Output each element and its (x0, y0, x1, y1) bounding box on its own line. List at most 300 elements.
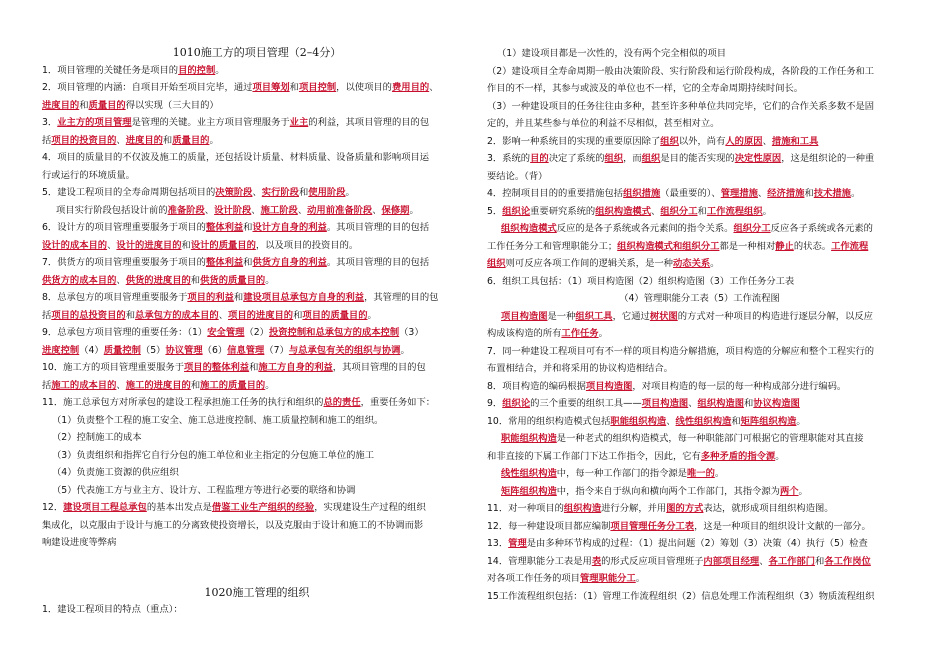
text-line (487, 535, 912, 553)
text-span: 和 (744, 398, 754, 409)
key-term: 建设项目工程总承包 (63, 502, 147, 513)
key-term: 设计的进度目的 (116, 239, 182, 251)
text-span: 、 (297, 204, 308, 216)
text-span: 2．影响一种系统目的实现的重要原因除了 (487, 135, 661, 147)
text-line (487, 203, 912, 221)
text-span: 的基本出发点是 (146, 502, 212, 513)
text-line (487, 483, 912, 501)
text-span: 、 (762, 135, 772, 147)
text-span: 。 (710, 258, 720, 269)
key-term: 组织 (660, 135, 679, 147)
text-span: 和 (804, 188, 814, 199)
key-term: 投资控制和总承包方的成本控制 (268, 327, 400, 338)
key-term: 建设项目总承包方自身的利益 (243, 292, 365, 303)
key-term: 工作流程组织 (706, 205, 763, 217)
key-term: 图的方式 (666, 503, 704, 514)
text-span: 是管理的关键。业主方项目管理服务于 (131, 117, 290, 128)
text-line (487, 378, 912, 396)
key-term: 工作任务 (561, 328, 599, 339)
text-span: （最重要的）、 (660, 188, 721, 199)
text-line (42, 114, 472, 132)
key-term: 决策阶段 (215, 187, 253, 198)
key-term: 组织构造模式 (595, 205, 652, 217)
key-term: 实行阶段 (261, 187, 299, 198)
text-line (487, 290, 912, 308)
key-term: 组织 (641, 153, 661, 164)
text-span: 13． (487, 538, 509, 549)
text-span: 、 (688, 398, 698, 409)
text-span: （2）控制施工的成本 (52, 432, 142, 443)
key-term: 内部项目经理 (703, 555, 760, 567)
text-line (42, 394, 472, 412)
text-line (487, 220, 912, 238)
key-term: 管理职能分工 (579, 573, 636, 584)
text-span: 、 (666, 415, 676, 427)
text-span: 是一种 (547, 310, 576, 322)
text-line (487, 465, 912, 483)
key-term: 与总承包有关的组织与协调 (288, 344, 401, 356)
key-term: 设计的质量目的 (190, 239, 256, 251)
text-span: 的状态。 (793, 240, 832, 252)
text-line (42, 167, 472, 185)
key-term: 动用前准备阶段 (307, 204, 373, 216)
key-term: 供货的质量目的 (200, 274, 266, 286)
text-span: （2）建设项目全寿命周期一般由决策阶段、实行阶段和运行阶段构成，各阶段的工作任务和工 (487, 65, 875, 77)
key-term: 费用目的 (391, 82, 430, 93)
text-span: （1）建设项目都是一次性的，没有两个完全相似的项目 (497, 48, 727, 59)
key-term: 项目控制 (298, 82, 337, 93)
text-line (42, 517, 472, 535)
key-term: 矩阵组织构造 (740, 415, 797, 427)
text-span: ，这是组织论的一种重 (781, 153, 875, 164)
text-span: 和 (181, 239, 191, 251)
text-span: 7．供货方的项目管理重要服务于项目的 (42, 257, 206, 268)
text-line (487, 80, 912, 98)
text-span: 重要研究系统的 (530, 205, 596, 217)
key-term: 施工的质量目的 (200, 379, 266, 391)
key-term: 组织 (604, 153, 624, 164)
text-span: 、 (218, 309, 229, 321)
text-span: 。 (409, 204, 419, 216)
key-term: 准备阶段 (167, 204, 205, 216)
key-term: 组织论 (502, 398, 531, 409)
text-span: 。 (265, 274, 275, 286)
key-term: 项目的总投资目的 (51, 309, 126, 321)
text-span: 行或运行的环境质量。 (42, 169, 135, 181)
text-span: 的三个重要的组织工具—— (530, 398, 642, 409)
text-line (487, 273, 912, 291)
text-line (487, 45, 912, 63)
text-span: 、 (757, 188, 768, 199)
key-term: 协议管理 (165, 344, 203, 356)
text-line (42, 132, 472, 150)
text-span: ，实现建设生产过程的组织 (314, 502, 426, 513)
key-term: 决定性原因 (734, 153, 782, 164)
text-line (487, 238, 912, 256)
text-span: 和 (125, 309, 136, 321)
key-term: 项目筹划 (252, 82, 290, 93)
text-span: 7．同一种建设工程项目可有不一样的项目构造分解措施，项目构造的分解应和整个工程实行的 (487, 345, 875, 357)
text-line (42, 97, 472, 115)
text-span: （5）代表施工方与业主方、设计方、工程监理方等进行必要的联络和协调 (52, 484, 356, 496)
text-span: 5．建设工程项目的全寿命周期包括项目的 (42, 187, 216, 198)
text-span: 反应的是各子系统或各元素间的指令关系。 (556, 223, 734, 234)
key-term: 保修期 (381, 204, 410, 216)
key-term: 职能组织构造 (501, 433, 557, 444)
text-span: （4）负责施工资源的供应组织 (52, 467, 179, 478)
key-term: 项目的进度目的 (228, 309, 294, 321)
text-span: 、 (116, 379, 126, 391)
text-line (42, 412, 472, 430)
text-span: 、 (651, 205, 661, 217)
text-span: 6．设计方的项目管理重要服务于项目的 (42, 222, 206, 233)
text-span: 都是一种相对 (719, 240, 776, 252)
text-line (487, 395, 912, 413)
text-span: 。 (714, 468, 725, 479)
text-line (42, 499, 472, 517)
key-term: 设计的成本目的 (42, 239, 108, 251)
text-span: 中，每一种工作部门的指令源是 (556, 468, 687, 479)
text-line (42, 324, 472, 342)
text-span: 。 (598, 328, 608, 339)
text-span: 。其项目管理的目的包括 (326, 222, 430, 233)
key-term: 信息管理 (227, 344, 265, 356)
text-span: 2．项目管理的内涵：自项目开始至项目完毕，通过 (42, 82, 253, 93)
left-lines (42, 62, 472, 552)
text-span: 8．项目构造的编码根据 (487, 380, 586, 392)
key-term: 人的原因 (725, 135, 763, 147)
text-line (42, 272, 472, 290)
text-span: 、 (251, 204, 261, 216)
text-line (487, 500, 912, 518)
key-term: 项目的投资目的 (51, 134, 117, 146)
key-term: 组织构造 (563, 503, 602, 514)
text-span: 。其项目管理的目的包括 (326, 257, 430, 268)
key-term: 总的责任 (323, 397, 361, 408)
key-term: 组织构造模式 (501, 223, 557, 234)
key-term: 组织构造模式和组织分工 (617, 240, 720, 252)
text-span: 括 (42, 379, 52, 391)
text-line (42, 184, 472, 202)
text-line (42, 289, 472, 307)
text-span: 得以实现（三大目的） (125, 99, 219, 111)
text-span: 12．每一种建设项目都应编制 (487, 520, 611, 532)
text-span: 和 (298, 187, 309, 198)
text-span: 11．施工总承包方对所承包的建设工程承担施工任务的执行和组织的 (42, 397, 324, 408)
text-line (42, 79, 472, 97)
text-span: 、 (252, 187, 262, 198)
key-term: 矩阵组织构造 (501, 485, 557, 497)
text-span: （1）负责整个工程的施工安全、施工总进度控制、施工质量控制和施工的组织。 (52, 414, 384, 426)
text-span: 以外，尚有 (678, 135, 726, 147)
text-span: （4） (79, 344, 104, 356)
key-term: 技术措施 (813, 188, 851, 199)
text-line (487, 448, 912, 466)
text-line (42, 254, 472, 272)
text-line (42, 219, 472, 237)
left-last-line (42, 601, 472, 619)
text-span: ，其项目管理的目的包 (332, 362, 426, 373)
key-term: 整体利益 (205, 257, 244, 268)
text-span: 和非直接的下属工作部门下达工作指令，因此，它有 (487, 450, 701, 462)
text-span: （3）负责组织和指挥它自行分包的施工单位和业主指定的分包施工单位的施工 (52, 449, 375, 461)
text-span: 、 (759, 555, 769, 567)
key-term: 各工作部门 (768, 555, 816, 567)
text-span: 和 (79, 99, 89, 111)
key-term: 总承包方的成本目的 (135, 309, 219, 321)
key-term: 质量目的 (88, 99, 126, 111)
text-line (487, 150, 912, 168)
key-term: 表 (591, 555, 602, 567)
text-span: 和 (697, 205, 707, 217)
text-line (42, 237, 472, 255)
text-line (487, 133, 912, 151)
text-line (487, 518, 912, 536)
text-span: 、 (429, 82, 439, 93)
key-term: 项目的整体利益 (184, 362, 250, 373)
text-span: （6） (202, 344, 228, 356)
text-line (487, 255, 912, 273)
key-term: 线性组织构造 (675, 415, 732, 427)
text-span: 和 (190, 274, 201, 286)
key-term: 整体利益 (205, 222, 244, 233)
key-term: 工作流程 (831, 240, 869, 252)
key-term: 项目的质量目的 (302, 309, 368, 321)
text-span: 12． (42, 502, 64, 513)
key-term: 组织构造图 (697, 398, 745, 409)
text-span: 中，指令来自于纵向和横向两个工作部门，其指令源为 (556, 485, 780, 497)
text-span: 和 (243, 257, 253, 268)
key-term: 施工的进度目的 (125, 379, 191, 391)
text-span: ，其管理的目的包 (364, 292, 439, 303)
key-term: 项目构造图 (641, 398, 689, 409)
text-span: 对各项工作任务的项目 (487, 573, 580, 584)
text-span: 9．总承包方项目管理的重要任务：（1） (42, 327, 208, 338)
key-term: 职能组织构造 (610, 415, 667, 427)
text-span: 。 (367, 309, 377, 321)
text-span: （3） (399, 327, 424, 338)
text-span: 。 (209, 134, 219, 146)
text-span: 的利益，其项目管理的目的包 (308, 117, 430, 128)
text-span: 、 (204, 204, 215, 216)
text-line (42, 601, 472, 619)
key-term: 项目的利益 (187, 292, 234, 303)
text-span: （2） (244, 327, 269, 338)
text-span: 、 (372, 204, 382, 216)
text-line (42, 534, 472, 552)
text-span: 的方式对一种项目的构造进行逐层分解，以反应 (677, 310, 873, 322)
left-column (42, 0, 472, 619)
key-term: 组织论 (502, 205, 531, 217)
text-span: 和 (233, 292, 244, 303)
section-title-1020: 1020施工管理的组织 (204, 585, 310, 599)
text-span: ，以使项目的 (336, 82, 392, 93)
key-term: 管理措施 (720, 188, 758, 199)
text-span: 和 (243, 222, 253, 233)
key-term: 项目管理任务分工表 (610, 520, 695, 532)
key-term: 进度目的 (125, 134, 163, 146)
key-term: 目的 (530, 153, 549, 164)
key-term: 业主方的项目管理 (57, 117, 132, 128)
text-span: 5． (487, 205, 503, 217)
text-line (487, 63, 912, 81)
text-span: 是目的能否实现的 (660, 153, 735, 164)
key-term: 协议构造图 (753, 398, 800, 409)
key-term: 供货方自身的利益 (252, 257, 327, 268)
text-line (42, 377, 472, 395)
text-span: 定的，并且某些参与单位的利益不尽相似，甚至相对立。 (487, 118, 720, 129)
text-line (487, 168, 912, 186)
text-span: 。 (850, 188, 861, 199)
text-span: （4）管理职能分工表（5）工作流程图 (619, 293, 780, 304)
text-span: 和 (249, 362, 259, 373)
key-term: 措施和工具 (771, 135, 819, 147)
text-span: 是由多种环节构成的过程：（1）提出问题（2）筹划（3）决策（4）执行（5）检查 (526, 538, 868, 549)
key-term: 进度目的 (42, 99, 80, 111)
text-span: 10．施工方的项目管理重要服务于 (42, 362, 184, 373)
text-span: 。 (635, 573, 646, 584)
text-span: 1．项目管理的关键任务是项目的 (42, 64, 179, 76)
text-span: 和 (731, 415, 741, 427)
text-span: 响建设进度等弊病 (42, 537, 117, 548)
key-term: 线性组织构造 (501, 468, 557, 479)
text-span: 决定了系统的 (548, 153, 605, 164)
text-span: 集成化，以克服由于设计与施工的分离致使投资增长，以及克服由于设计和施工的不协调而影 (42, 519, 424, 531)
text-span: 1．建设工程项目的特点（重点）： (42, 604, 183, 615)
text-span: ，重要任务如下： (360, 397, 436, 408)
text-span: 构成该构造的所有 (487, 328, 562, 339)
text-line (42, 429, 472, 447)
section-title-1010: 1010施工方的项目管理（2–4分） (172, 46, 342, 59)
right-lines (487, 45, 912, 605)
key-term: 供货的进度目的 (125, 274, 191, 286)
text-span: 3． (42, 117, 58, 128)
key-term: 借鉴工业生产组织的经验 (211, 502, 315, 513)
text-line (487, 570, 912, 588)
text-span: 则可反应各项工作间的逻辑关系，是一种 (505, 258, 673, 269)
key-term: 唯一的 (686, 468, 715, 479)
text-span: 工作任务分工和管理职能分工； (487, 240, 618, 252)
text-span: ，它通过 (612, 310, 650, 322)
key-term: 业主 (289, 117, 309, 128)
key-term: 施工方自身的利益 (258, 362, 333, 373)
key-term: 树状图 (649, 310, 678, 322)
text-span: （5） (140, 344, 166, 356)
text-span: （3）一种建设项目的任务往往由多种，甚至许多种单位共同完毕，它们的合作关系多数不是固 (487, 100, 875, 112)
text-span: 、 (116, 134, 126, 146)
text-line (487, 325, 912, 343)
key-term: 质量控制 (103, 344, 141, 356)
text-span: 4．项目的质量目的不仅波及施工的质量，还包括设计质量、材料质量、设备质量和影响项目运 (42, 152, 430, 163)
text-span: 。 (796, 415, 806, 427)
text-span: 、 (116, 274, 126, 286)
key-term: 两个 (779, 485, 799, 497)
text-span: 、 (107, 239, 117, 251)
text-span: 。 (400, 344, 410, 356)
text-span: 和 (162, 134, 173, 146)
text-span: ，对项目构造的每一层的每一种构成部分进行编码。 (632, 380, 847, 392)
text-span: 15工作流程组织包括：（1）管理工作流程组织（2）信息处理工作流程组织（3）物质流程组织 (487, 590, 875, 602)
key-term: 进度控制 (42, 344, 80, 356)
text-line (487, 430, 912, 448)
text-line (42, 447, 472, 465)
text-span: 8．总承包方的项目管理重要服务于 (42, 292, 188, 303)
text-line (487, 308, 912, 326)
key-term: 设计方自身的利益 (252, 222, 327, 233)
key-term: 供货方的成本目的 (42, 274, 117, 286)
text-span: 9． (487, 398, 503, 409)
text-span: 。 (762, 205, 772, 217)
text-span: （7） (264, 344, 289, 356)
text-line (487, 360, 912, 378)
text-span: ，这是一种项目的组织设计文献的一部分。 (694, 520, 871, 532)
key-term: 施工阶段 (260, 204, 298, 216)
text-span: 表达，就形成项目组织构造图。 (703, 503, 834, 514)
text-span: 。 (798, 485, 808, 497)
key-term: 动态关系 (672, 258, 711, 269)
key-term: 各工作岗位 (824, 555, 871, 567)
text-line (42, 202, 472, 220)
text-span: 10．常用的组织构造模式包括 (487, 415, 611, 427)
text-span: ，而 (623, 153, 642, 164)
text-line (42, 149, 472, 167)
key-term: 安全管理 (207, 327, 245, 338)
key-term: 目的控制 (178, 64, 216, 76)
key-term: 组织工具 (575, 310, 613, 322)
text-span: 进行分解，并用 (601, 503, 667, 514)
right-column (487, 0, 912, 605)
text-span: 6．组织工具包括：（1）项目构造图（2）组织构造图（3）工作任务分工表 (487, 275, 795, 287)
text-span: 项目实行阶段包括设计前的 (56, 204, 168, 216)
text-span: 。 (775, 450, 785, 462)
text-span: 11．对一种项目的 (487, 503, 564, 514)
key-term: 组织分工 (733, 223, 771, 234)
text-span: 和 (190, 379, 201, 391)
key-term: 项目构造图 (585, 380, 633, 392)
text-span: 布置相结合，并和将采用的协议构造相结合。 (487, 363, 673, 374)
text-span: 和 (289, 82, 299, 93)
text-span: 。 (345, 187, 355, 198)
text-line (487, 185, 912, 203)
text-line (487, 98, 912, 116)
key-term: 组织 (487, 258, 506, 269)
text-line (42, 359, 472, 377)
key-term: 项目构造图 (501, 310, 548, 322)
text-span: 作目的不一样，其参与或波及的单位也不一样，它的全寿命周期持续时间长。 (487, 83, 804, 94)
text-line (487, 115, 912, 133)
text-span: 和 (815, 555, 825, 567)
text-span: 。 (265, 379, 275, 391)
key-term: 管理 (508, 538, 527, 549)
text-span: 是一种老式的组织构造模式，每一种职能部门可根据它的管理职能对其直接 (556, 433, 864, 444)
text-line (42, 62, 472, 80)
text-span: 括 (42, 309, 52, 321)
text-line (42, 342, 472, 360)
text-line (487, 588, 912, 606)
text-line (487, 553, 912, 571)
text-span: ，以及项目的投资目的。 (255, 239, 359, 251)
key-term: 静止 (775, 240, 794, 252)
text-span: 14．管理职能分工表是用 (487, 555, 592, 567)
text-line (42, 482, 472, 500)
text-span: 。 (215, 64, 225, 76)
text-span: 和 (293, 309, 303, 321)
key-term: 经济措施 (767, 188, 805, 199)
text-line (42, 307, 472, 325)
key-term: 施工的成本目的 (51, 379, 117, 391)
key-term: 使用阶段 (308, 187, 346, 198)
text-span: 括 (42, 134, 52, 146)
